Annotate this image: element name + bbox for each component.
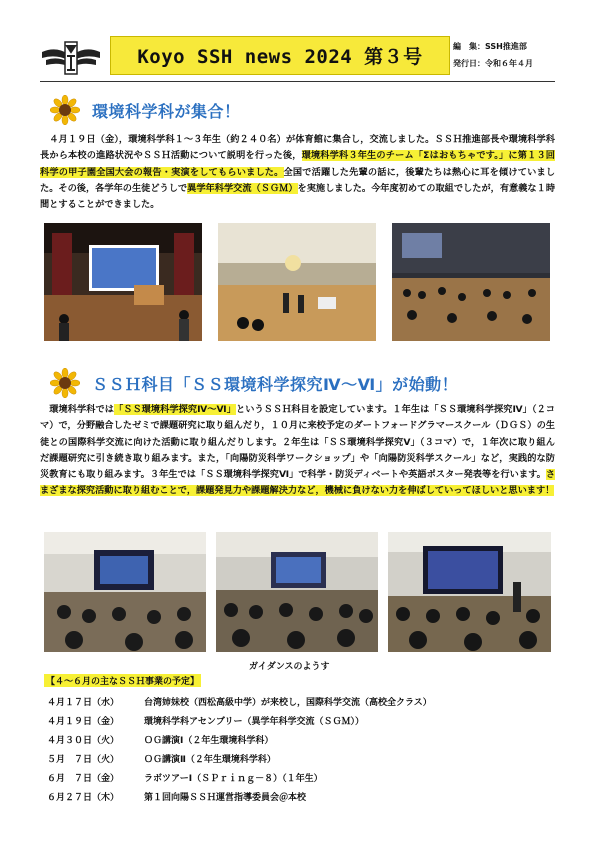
section2-title: ＳＳＨ科目「ＳＳ環境科学探究Ⅳ～Ⅵ」が始動！ <box>92 375 459 394</box>
photo-students-presenting <box>218 223 376 341</box>
photo-guidance-classroom-3 <box>388 532 551 652</box>
schedule-date: ５月 ７日（火） <box>47 755 120 765</box>
issue-date: 発行日：令和６年４月 <box>453 59 533 68</box>
schedule-date: ６月 ７日（金） <box>47 774 120 784</box>
section2-paragraph <box>40 402 555 500</box>
schedule-date: ４月１９日（金） <box>47 717 120 727</box>
schedule-date: ４月３０日（火） <box>47 736 120 746</box>
section2-highlight: 「ＳＳ環境科学探究Ⅳ～Ⅵ」 <box>113 404 236 415</box>
photo-guidance-classroom-1 <box>44 532 206 652</box>
newsletter-title: Koyo SSH news 2024 第３号 <box>137 46 423 68</box>
photo-sgm-exchange <box>392 223 550 341</box>
section2-text: 環境科学科では <box>40 404 114 415</box>
section1-text: を実施しました。今年度初めての取組でしたが，有意義な１時間とすることができました。 <box>40 182 556 211</box>
photo-caption: ガイダンスのようす <box>249 662 330 672</box>
schedule-event: ＯＧ講演Ⅱ（２年生環境科学科） <box>144 755 276 765</box>
section2-highlight: さまざまな探究活動に取り組むことで，課題発見力や課題解決力など，機械に負けない力を伸ばしていってほしいと思います！ <box>40 469 555 497</box>
header-divider <box>40 81 555 82</box>
schedule-row <box>44 733 273 746</box>
sunflower-icon <box>50 368 80 398</box>
schedule-event: 台湾姉妹校（西松高級中学）が来校し，国際科学交流（高校全クラス） <box>144 698 432 708</box>
section2-text: というＳＳＨ科目を設定しています。１年生は「ＳＳ環境科学探究Ⅳ」（２コマ）で，分野融合したゼミで課題研究に取り組んだり，１０月に来校予定のダートフォードグラマースクール（ＤＧＳ）の生徒との国際科学交流に向けた活動に取り組んだりします。２年生は「ＳＳ環境科学探究Ⅴ」（３コマ）で，１年次に取り組んだ課題研究に引き続き取り組みます。また，「向陽防災科学ワークショップ」や「向陽防災科学スクール」など，実践的な防災教育にも取り組みます。３年生では「ＳＳ環境科学探究Ⅵ」で科学・防災ディベートや英語ポスター発表等を行います。 <box>40 404 555 481</box>
schedule-row <box>44 771 323 784</box>
schedule-heading: 【４～６月の主なＳＳＨ事業の予定】 <box>44 674 201 687</box>
schedule-event: 環境科学科アセンブリー（異学年科学交流（ＳＧＭ）） <box>144 717 365 727</box>
schedule-event: 第１回向陽ＳＳＨ運営指導委員会＠本校 <box>144 793 307 803</box>
section1-text: 全国で活躍した先輩の話に，後輩たちは熱心に耳を傾けていました。その後，各学年の生徒どうしで <box>40 166 556 194</box>
section1-title: 環境科学科が集合！ <box>92 102 241 121</box>
photo-guidance-classroom-2 <box>216 532 378 652</box>
photo-gym-stage <box>44 223 202 341</box>
section1-highlight: 異学年科学交流（ＳＧＭ） <box>187 182 298 194</box>
schedule-event: ラボツアーⅠ（ＳＰｒｉｎｇ－８）（１年生） <box>144 774 323 784</box>
section1-highlight: 環境科学科３年生のチーム「Σはおもちゃです。」に第１３回科学の甲子園全国大会の報告・実演をしてもらいました。 <box>40 150 555 178</box>
section1-text: ４月１９日（金），環境科学科１～３年生（約２４０名）が体育館に集合し，交流しました。ＳＳＨ推進部長や環境科学科長から本校の進路状況やＳＳＨ活動について説明を行った後， <box>40 134 555 162</box>
school-emblem-icon <box>40 38 102 78</box>
schedule-row <box>44 790 306 803</box>
editor-line: 編 集：SSH推進部 <box>453 42 527 51</box>
schedule-row <box>44 714 364 727</box>
schedule-date: ４月１７日（水） <box>47 698 120 708</box>
schedule-row <box>44 752 276 765</box>
schedule-event: ＯＧ講演Ⅰ（２年生環境科学科） <box>144 736 274 746</box>
sunflower-icon <box>50 95 80 125</box>
schedule-date: ６月２７日（木） <box>47 793 120 803</box>
schedule-row <box>44 695 432 708</box>
newsletter-title-box <box>110 36 450 75</box>
section1-paragraph <box>40 132 555 213</box>
